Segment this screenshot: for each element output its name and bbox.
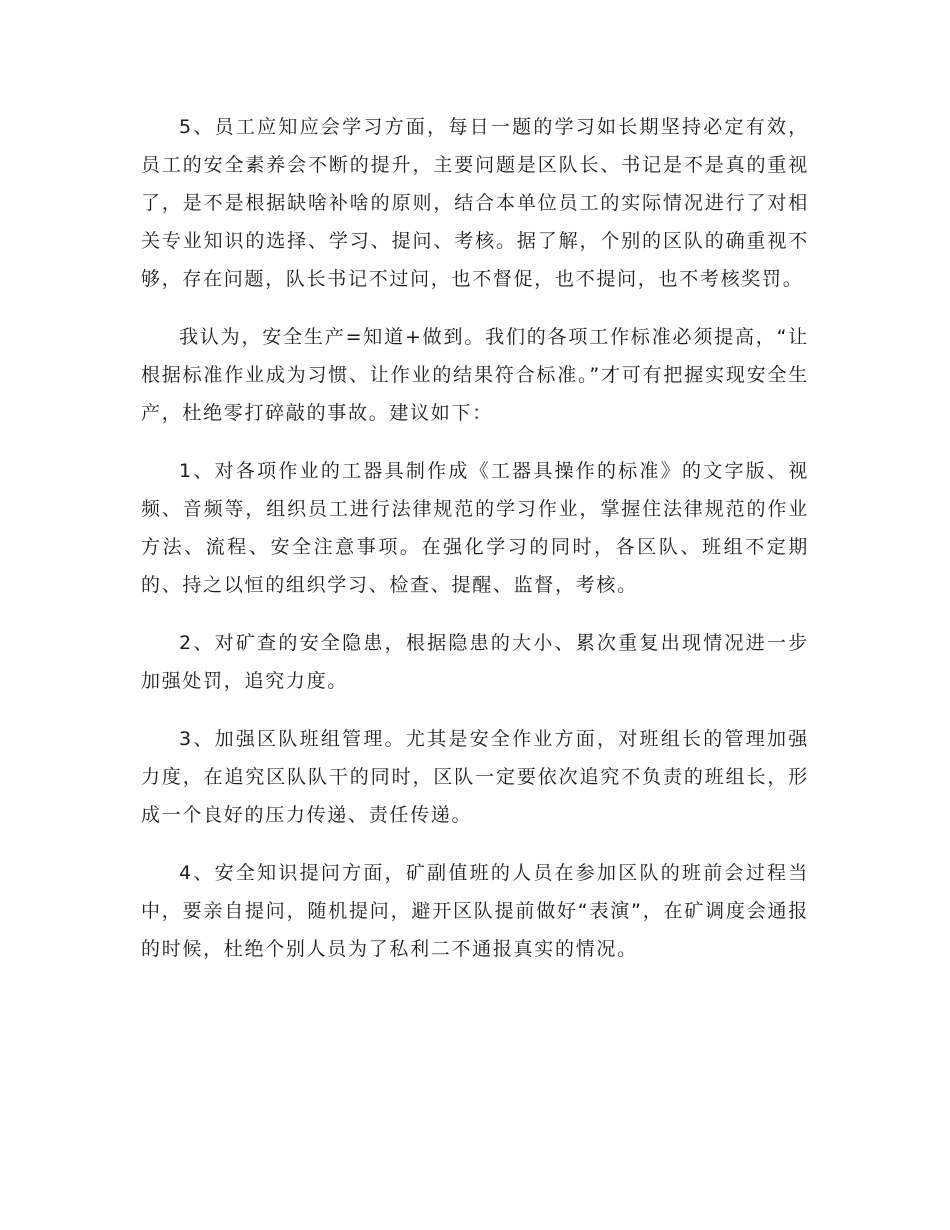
paragraph-suggestion-3: 3、加强区队班组管理。尤其是安全作业方面，对班组长的管理加强力度，在追究区队队干的同时，区队一定要依次追究不负责的班组长，形成一个良好的压力传递、责任传递。 [141,728,809,826]
document-body [141,108,809,988]
paragraph-safety-opinion: 我认为，安全生产=知道+做到。我们的各项工作标准必须提高，“让根据标准作业成为习惯、让作业的结果符合标准。”才可有把握实现安全生产，杜绝零打碎敲的事故。建议如下： [141,326,809,424]
paragraph-suggestion-2: 2、对矿查的安全隐患，根据隐患的大小、累次重复出现情况进一步加强处罚，追究力度。 [141,632,809,692]
paragraph-suggestion-1: 1、对各项作业的工器具制作成《工器具操作的标准》的文字版、视频、音频等，组织员工进行法律规范的学习作业，掌握住法律规范的作业方法、流程、安全注意事项。在强化学习的同时，各区队、班组不定期的、持之以恒的组织学习、检查、提醒、监督，考核。 [141,460,809,596]
paragraph-employee-learning: 5、员工应知应会学习方面，每日一题的学习如长期坚持必定有效，员工的安全素养会不断的提升，主要问题是区队长、书记是不是真的重视了，是不是根据缺啥补啥的原则，结合本单位员工的实际情况进行了对相关专业知识的选择、学习、提问、考核。据了解，个别的区队的确重视不够，存在问题，队长书记不过问，也不督促，也不提问，也不考核奖罚。 [141,116,809,290]
paragraph-suggestion-4: 4、安全知识提问方面，矿副值班的人员在参加区队的班前会过程当中，要亲自提问，随机提问，避开区队提前做好“表演”，在矿调度会通报的时候，杜绝个别人员为了私利二不通报真实的情况。 [141,862,809,960]
